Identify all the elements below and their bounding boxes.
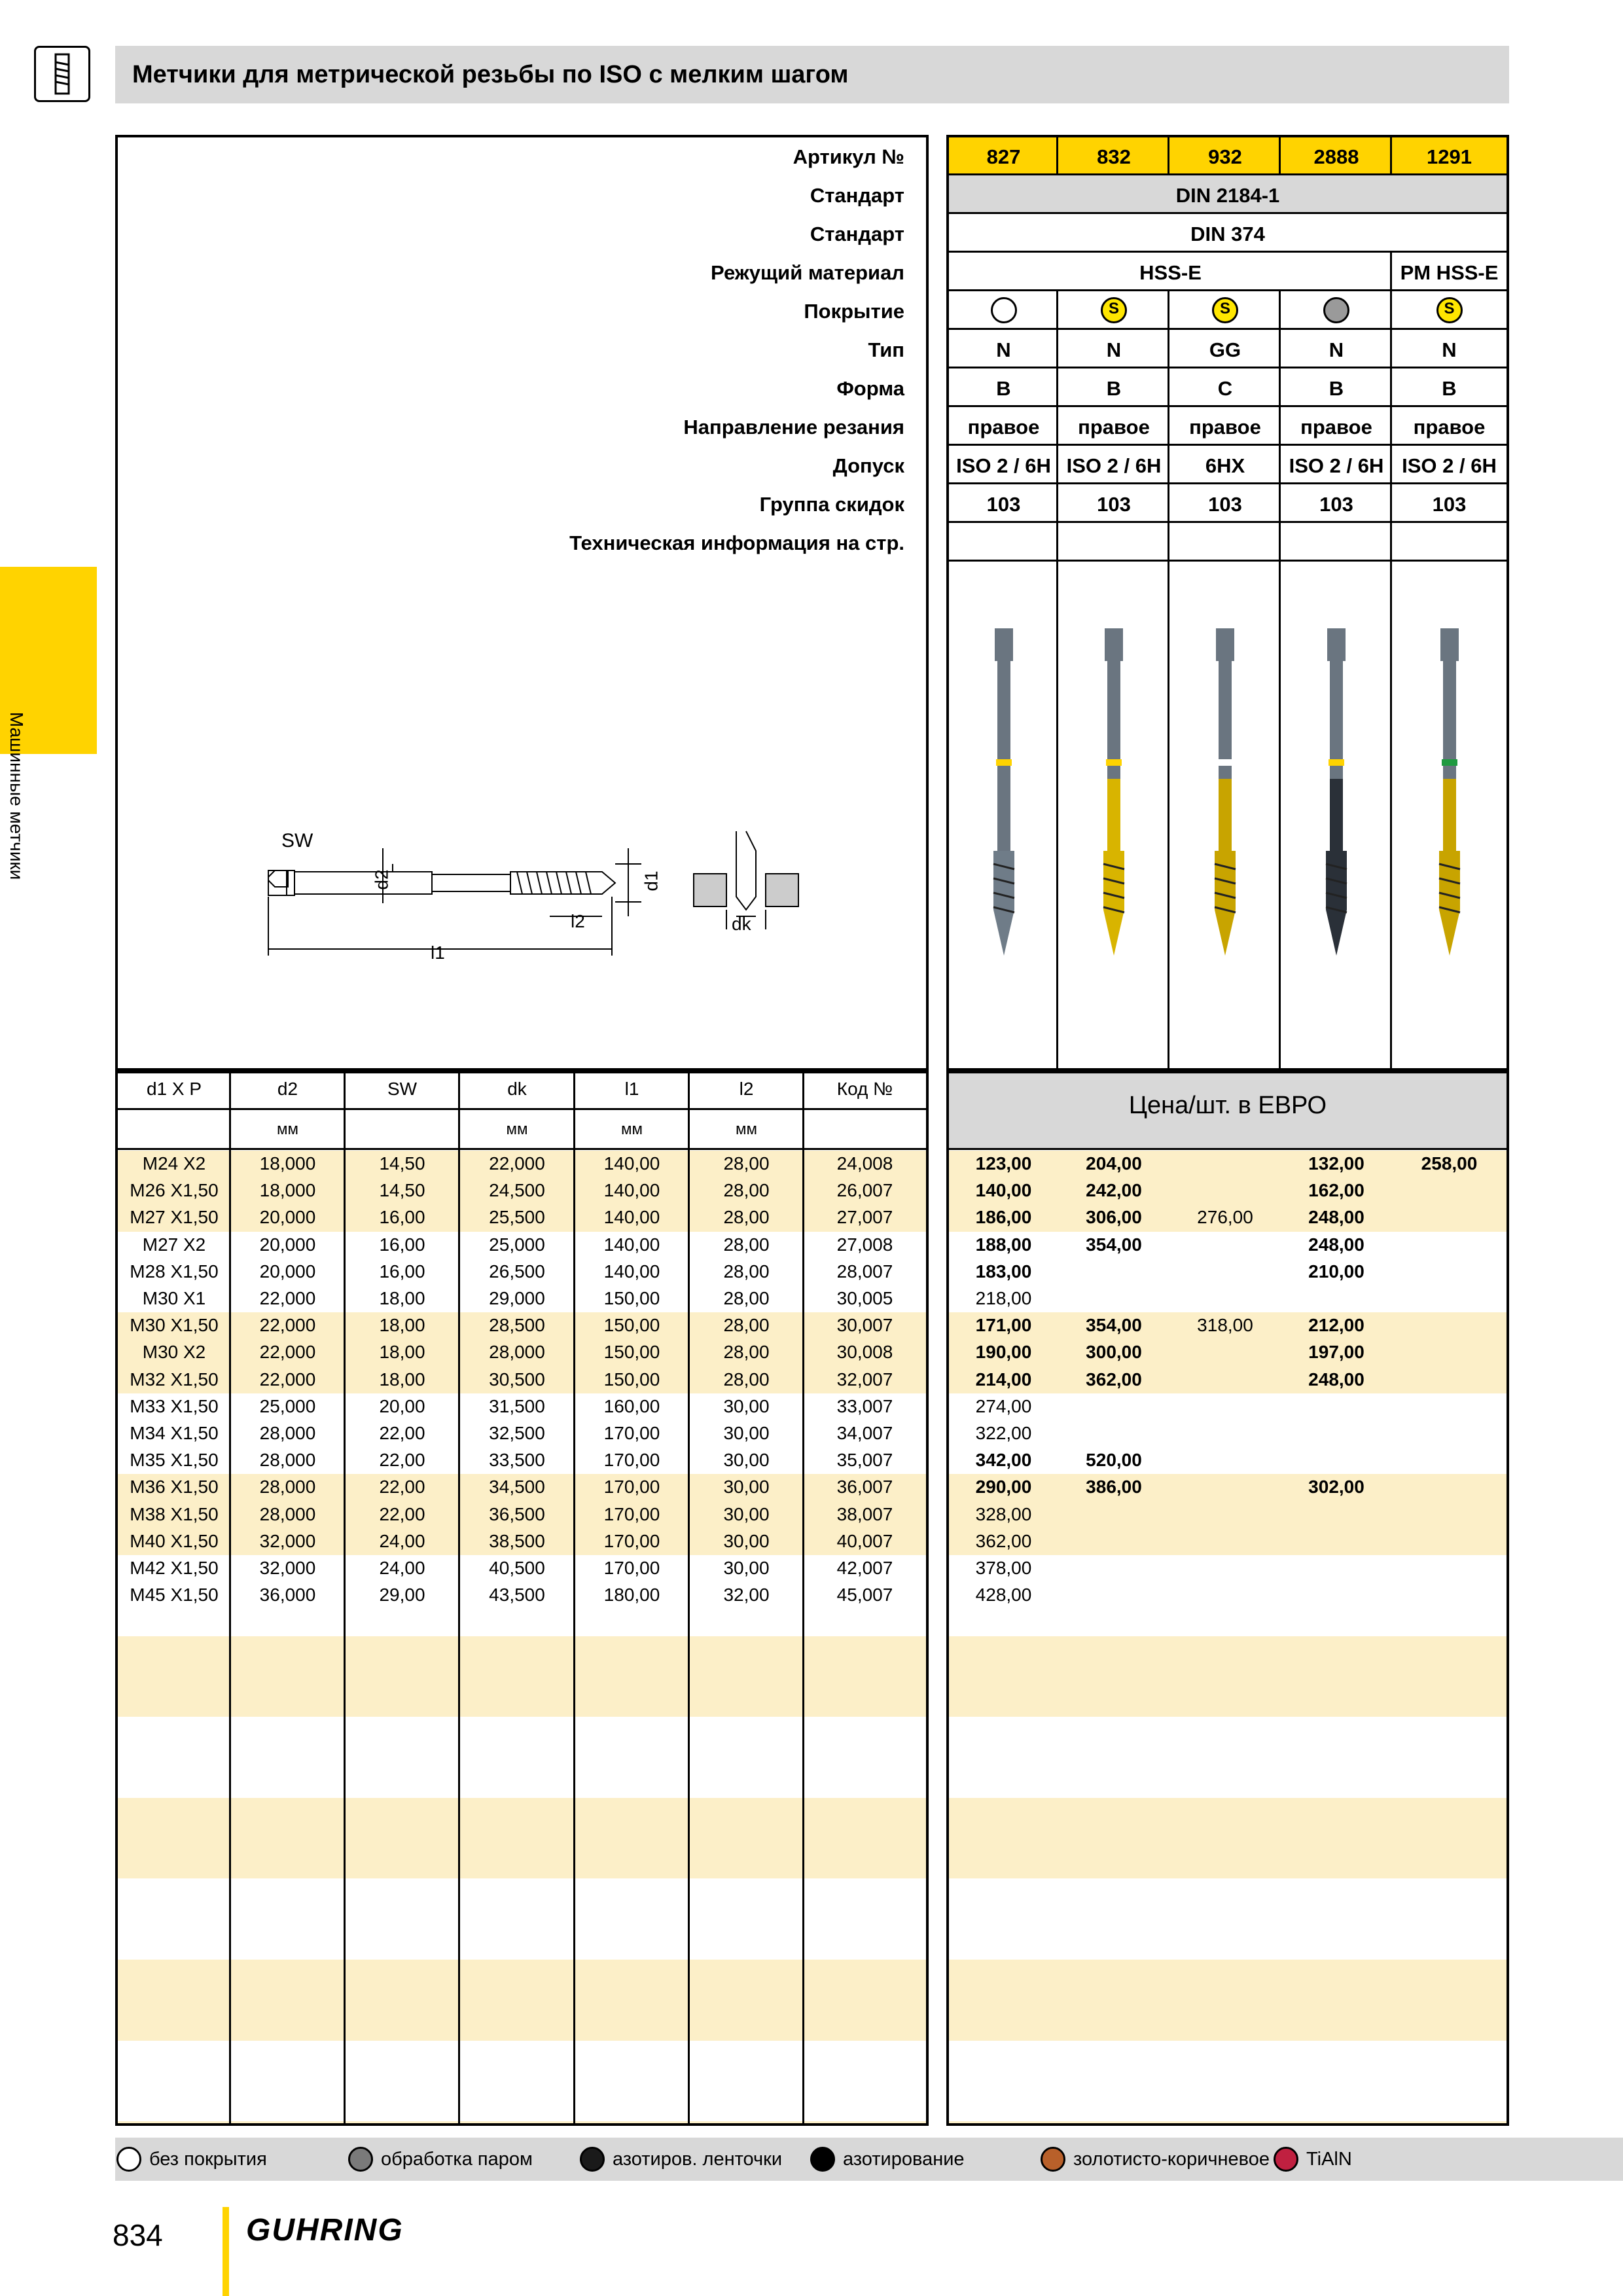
table-cell: 28,000: [259, 1477, 316, 1498]
price-cell: 183,00: [975, 1261, 1032, 1282]
grid-line: [1168, 289, 1169, 328]
table-cell: 14,50: [379, 1180, 425, 1201]
price-header: Цена/шт. в ЕВРО: [1128, 1092, 1327, 1119]
table-cell: 16,00: [379, 1261, 425, 1282]
column-header: SW: [387, 1079, 418, 1099]
tap-image: [1430, 622, 1469, 962]
grid-line: [1279, 521, 1281, 560]
table-cell: 140,00: [603, 1207, 660, 1228]
discount-value: 103: [1097, 493, 1131, 516]
table-cell: 22,000: [489, 1153, 545, 1174]
table-cell: 28,00: [723, 1261, 770, 1282]
table-cell: 40,500: [489, 1558, 545, 1578]
table-cell: 22,000: [259, 1315, 316, 1336]
page-title: Метчики для метрической резьбы по ISO с мелким шагом: [132, 61, 849, 88]
grid-line: [946, 1148, 1509, 1150]
table-row-size: M27 X1,50: [130, 1207, 219, 1228]
standard-din-374: DIN 374: [1190, 223, 1265, 245]
price-cell: 328,00: [975, 1503, 1032, 1524]
coating-icon: S: [1436, 297, 1463, 323]
table-cell: 38,500: [489, 1530, 545, 1551]
coating-legend-icon: [1274, 2147, 1298, 2172]
drawing-label-sw: SW: [281, 830, 313, 852]
article-number[interactable]: 2888: [1313, 145, 1359, 168]
table-row-size: M38 X1,50: [130, 1503, 219, 1524]
table-cell: 25,000: [259, 1395, 316, 1416]
grid-line: [946, 328, 1509, 330]
discount-value: 103: [1319, 493, 1353, 516]
price-cell: 132,00: [1308, 1153, 1364, 1174]
article-number[interactable]: 1291: [1427, 145, 1472, 168]
table-cell: 170,00: [603, 1477, 660, 1498]
table-cell: 30,00: [723, 1450, 770, 1471]
table-cell: 28,00: [723, 1153, 770, 1174]
table-cell: 31,500: [489, 1395, 545, 1416]
table-row-size: M33 X1,50: [130, 1395, 219, 1416]
table-cell: 170,00: [603, 1503, 660, 1524]
tap-image: [1094, 622, 1133, 962]
column-unit: мм: [277, 1121, 298, 1138]
table-cell: 170,00: [603, 1450, 660, 1471]
table-cell: 36,007: [836, 1477, 893, 1498]
table-cell: 32,500: [489, 1423, 545, 1443]
material-pm-hss-e: PM HSS-E: [1400, 261, 1499, 284]
price-cell: 302,00: [1308, 1477, 1364, 1498]
form-value: B: [1442, 377, 1457, 400]
article-number[interactable]: 832: [1097, 145, 1131, 168]
brand-logo: GUHRING: [246, 2213, 404, 2248]
price-cell: 300,00: [1086, 1342, 1142, 1363]
table-cell: 45,007: [836, 1585, 893, 1605]
type-value: GG: [1209, 338, 1241, 361]
spec-label: Техническая информация на стр.: [569, 531, 904, 554]
direction-value: правое: [967, 416, 1040, 439]
table-row-size: M30 X2: [142, 1342, 206, 1363]
drawing-label-d1: d1: [641, 870, 662, 891]
grid-line: [1168, 521, 1169, 560]
coating-legend-label: азотирование: [843, 2149, 965, 2170]
price-cell: 188,00: [975, 1234, 1032, 1255]
drawing-label-dk: dk: [732, 914, 751, 934]
table-cell: 33,007: [836, 1395, 893, 1416]
table-cell: 28,000: [259, 1423, 316, 1443]
table-cell: 30,005: [836, 1288, 893, 1308]
table-cell: 20,000: [259, 1207, 316, 1228]
type-value: N: [996, 338, 1011, 361]
spec-label: Режущий материал: [711, 261, 904, 284]
table-cell: 28,00: [723, 1180, 770, 1201]
table-cell: 28,00: [723, 1369, 770, 1390]
table-cell: 35,007: [836, 1450, 893, 1471]
column-header: l2: [739, 1079, 754, 1099]
table-cell: 30,008: [836, 1342, 893, 1363]
column-unit: мм: [506, 1121, 528, 1138]
price-cell: 171,00: [975, 1315, 1032, 1336]
column-header: dk: [507, 1079, 527, 1099]
spec-label: Покрытие: [804, 300, 904, 323]
table-cell: 30,00: [723, 1530, 770, 1551]
table-cell: 18,00: [379, 1288, 425, 1308]
price-cell: 258,00: [1421, 1153, 1478, 1174]
tolerance-value: ISO 2 / 6H: [1289, 454, 1384, 477]
brand-bar: [223, 2207, 229, 2296]
coating-legend-label: обработка паром: [381, 2149, 533, 2170]
grid-line: [946, 251, 1509, 253]
price-cell: 242,00: [1086, 1180, 1142, 1201]
table-cell: 29,000: [489, 1288, 545, 1308]
spec-label: Допуск: [832, 454, 904, 477]
price-cell: 218,00: [975, 1288, 1032, 1308]
discount-value: 103: [1432, 493, 1467, 516]
table-cell: 22,000: [259, 1288, 316, 1308]
table-cell: 16,00: [379, 1207, 425, 1228]
table-cell: 22,00: [379, 1477, 425, 1498]
table-row-size: M30 X1: [142, 1288, 206, 1308]
tolerance-value: ISO 2 / 6H: [1402, 454, 1497, 477]
table-cell: 28,007: [836, 1261, 893, 1282]
table-cell: 25,000: [489, 1234, 545, 1255]
table-cell: 150,00: [603, 1288, 660, 1308]
price-cell: 248,00: [1308, 1369, 1364, 1390]
form-value: C: [1217, 377, 1233, 400]
discount-value: 103: [1208, 493, 1242, 516]
table-cell: 24,00: [379, 1558, 425, 1578]
grid-line: [946, 367, 1509, 368]
table-cell: 28,000: [259, 1450, 316, 1471]
price-cell: 212,00: [1308, 1315, 1364, 1336]
grid-line: [1390, 560, 1392, 1071]
table-cell: 32,000: [259, 1530, 316, 1551]
tap-logo-icon: [34, 46, 90, 102]
direction-value: правое: [1078, 416, 1150, 439]
tap-image: [1205, 622, 1245, 962]
column-unit: мм: [736, 1121, 757, 1138]
tolerance-value: 6HX: [1205, 454, 1245, 477]
table-cell: 30,00: [723, 1423, 770, 1443]
type-value: N: [1329, 338, 1344, 361]
tap-image: [984, 622, 1024, 962]
price-cell: 322,00: [975, 1423, 1032, 1443]
table-cell: 150,00: [603, 1342, 660, 1363]
table-cell: 20,000: [259, 1261, 316, 1282]
price-cell: 520,00: [1086, 1450, 1142, 1471]
price-cell: 140,00: [975, 1180, 1032, 1201]
grid-line: [115, 1108, 929, 1110]
spec-label: Тип: [868, 338, 904, 361]
coating-legend-icon: [348, 2147, 373, 2172]
type-value: N: [1442, 338, 1457, 361]
article-number[interactable]: 932: [1208, 145, 1242, 168]
table-row-size: M24 X2: [142, 1153, 206, 1174]
table-cell: 25,500: [489, 1207, 545, 1228]
table-cell: 28,00: [723, 1207, 770, 1228]
drawing-label-l2: l2: [571, 911, 585, 931]
table-cell: 27,007: [836, 1207, 893, 1228]
title-bar: [115, 46, 1509, 103]
price-cell: 204,00: [1086, 1153, 1142, 1174]
form-value: B: [1106, 377, 1122, 400]
table-cell: 26,007: [836, 1180, 893, 1201]
table-cell: 36,000: [259, 1585, 316, 1605]
table-cell: 22,00: [379, 1450, 425, 1471]
coating-legend-icon: [1041, 2147, 1065, 2172]
price-cell: 186,00: [975, 1207, 1032, 1228]
tolerance-value: ISO 2 / 6H: [956, 454, 1051, 477]
table-cell: 30,007: [836, 1315, 893, 1336]
table-cell: 30,00: [723, 1477, 770, 1498]
price-cell: 210,00: [1308, 1261, 1364, 1282]
spec-label: Стандарт: [810, 184, 904, 207]
table-cell: 28,000: [259, 1503, 316, 1524]
tap-drawing: [249, 825, 812, 995]
table-cell: 140,00: [603, 1234, 660, 1255]
spec-label: Артикул №: [793, 145, 904, 168]
price-cell: 354,00: [1086, 1315, 1142, 1336]
coating-icon: S: [1212, 297, 1238, 323]
coating-legend-label: золотисто-коричневое: [1073, 2149, 1270, 2170]
table-cell: 18,00: [379, 1342, 425, 1363]
price-cell: 123,00: [975, 1153, 1032, 1174]
coating-legend-icon: [810, 2147, 835, 2172]
price-cell: 378,00: [975, 1558, 1032, 1578]
table-cell: 170,00: [603, 1423, 660, 1443]
table-row-size: M36 X1,50: [130, 1477, 219, 1498]
table-cell: 20,000: [259, 1234, 316, 1255]
grid-line: [946, 521, 1509, 523]
coating-icon: S: [1101, 297, 1127, 323]
table-cell: 24,00: [379, 1530, 425, 1551]
price-cell: 386,00: [1086, 1477, 1142, 1498]
table-cell: 160,00: [603, 1395, 660, 1416]
coating-legend-icon: [116, 2147, 141, 2172]
price-cell: 342,00: [975, 1450, 1032, 1471]
material-hss-e: HSS-E: [1139, 261, 1202, 284]
article-number[interactable]: 827: [986, 145, 1021, 168]
table-row-size: M27 X2: [142, 1234, 206, 1255]
table-cell: 16,00: [379, 1234, 425, 1255]
price-cell: 354,00: [1086, 1234, 1142, 1255]
price-cell: 214,00: [975, 1369, 1032, 1390]
tap-image: [1317, 622, 1356, 962]
grid-line: [946, 405, 1509, 407]
table-cell: 29,00: [379, 1585, 425, 1605]
column-header: d2: [277, 1079, 298, 1099]
table-cell: 38,007: [836, 1503, 893, 1524]
spec-label: Стандарт: [810, 223, 904, 245]
spec-label: Направление резания: [683, 416, 904, 439]
price-cell: 318,00: [1197, 1315, 1253, 1336]
page-number: 834: [113, 2218, 163, 2252]
table-cell: 140,00: [603, 1261, 660, 1282]
table-cell: 18,00: [379, 1369, 425, 1390]
table-cell: 28,000: [489, 1342, 545, 1363]
price-cell: 290,00: [975, 1477, 1032, 1498]
price-cell: 248,00: [1308, 1207, 1364, 1228]
table-cell: 32,000: [259, 1558, 316, 1578]
table-cell: 24,008: [836, 1153, 893, 1174]
table-cell: 30,00: [723, 1503, 770, 1524]
coating-legend: [115, 2138, 1623, 2181]
table-cell: 28,00: [723, 1315, 770, 1336]
grid-line: [946, 444, 1509, 446]
table-row-size: M26 X1,50: [130, 1180, 219, 1201]
table-cell: 18,00: [379, 1315, 425, 1336]
table-cell: 40,007: [836, 1530, 893, 1551]
table-cell: 30,500: [489, 1369, 545, 1390]
discount-value: 103: [986, 493, 1021, 516]
table-cell: 33,500: [489, 1450, 545, 1471]
table-row-size: M35 X1,50: [130, 1450, 219, 1471]
price-cell: 274,00: [975, 1395, 1032, 1416]
grid-line: [1056, 521, 1058, 560]
grid-line: [1056, 289, 1058, 328]
table-row-size: M30 X1,50: [130, 1315, 219, 1336]
table-cell: 28,500: [489, 1315, 545, 1336]
grid-line: [1168, 560, 1169, 1071]
drawing-label-l1: l1: [431, 942, 445, 963]
form-value: B: [1329, 377, 1344, 400]
type-value: N: [1106, 338, 1122, 361]
column-unit: мм: [621, 1121, 643, 1138]
column-header: l1: [624, 1079, 639, 1099]
table-row-size: M32 X1,50: [130, 1369, 219, 1390]
direction-value: правое: [1413, 416, 1486, 439]
table-row-size: M40 X1,50: [130, 1530, 219, 1551]
table-cell: 28,00: [723, 1288, 770, 1308]
table-cell: 28,00: [723, 1342, 770, 1363]
table-cell: 22,00: [379, 1423, 425, 1443]
column-header: Код №: [836, 1079, 893, 1099]
coating-legend-icon: [580, 2147, 605, 2172]
table-cell: 34,500: [489, 1477, 545, 1498]
price-cell: 276,00: [1197, 1207, 1253, 1228]
table-cell: 18,000: [259, 1153, 316, 1174]
coating-icon: [991, 297, 1017, 323]
price-cell: 428,00: [975, 1585, 1032, 1605]
table-cell: 30,00: [723, 1558, 770, 1578]
side-tab-label: Машинные метчики: [7, 711, 27, 880]
grid-line: [946, 482, 1509, 484]
table-cell: 150,00: [603, 1369, 660, 1390]
table-cell: 26,500: [489, 1261, 545, 1282]
table-cell: 42,007: [836, 1558, 893, 1578]
coating-legend-label: азотиров. ленточки: [613, 2149, 783, 2170]
table-cell: 14,50: [379, 1153, 425, 1174]
table-cell: 36,500: [489, 1503, 545, 1524]
table-cell: 28,00: [723, 1234, 770, 1255]
tolerance-value: ISO 2 / 6H: [1066, 454, 1162, 477]
grid-line: [1056, 560, 1058, 1071]
table-cell: 170,00: [603, 1558, 660, 1578]
form-value: B: [996, 377, 1011, 400]
drawing-label-d2: d2: [371, 869, 392, 890]
spec-label: Форма: [836, 377, 904, 400]
table-cell: 32,00: [723, 1585, 770, 1605]
grid-line: [1390, 289, 1392, 328]
table-cell: 140,00: [603, 1153, 660, 1174]
price-cell: 190,00: [975, 1342, 1032, 1363]
table-row-size: M45 X1,50: [130, 1585, 219, 1605]
direction-value: правое: [1189, 416, 1261, 439]
table-cell: 32,007: [836, 1369, 893, 1390]
table-cell: 24,500: [489, 1180, 545, 1201]
grid-line: [1390, 521, 1392, 560]
table-cell: 180,00: [603, 1585, 660, 1605]
table-cell: 150,00: [603, 1315, 660, 1336]
table-row-size: M28 X1,50: [130, 1261, 219, 1282]
table-cell: 27,008: [836, 1234, 893, 1255]
grid-line: [946, 212, 1509, 214]
table-cell: 140,00: [603, 1180, 660, 1201]
coating-icon: [1323, 297, 1349, 323]
grid-line: [946, 560, 1509, 562]
side-tab[interactable]: [0, 567, 97, 880]
table-cell: 22,00: [379, 1503, 425, 1524]
grid-line: [1279, 289, 1281, 328]
grid-line: [115, 1148, 929, 1150]
price-cell: 362,00: [975, 1530, 1032, 1551]
table-cell: 34,007: [836, 1423, 893, 1443]
standard-din-2184: DIN 2184-1: [1175, 184, 1280, 207]
table-cell: 22,000: [259, 1369, 316, 1390]
price-cell: 306,00: [1086, 1207, 1142, 1228]
direction-value: правое: [1300, 416, 1372, 439]
table-cell: 43,500: [489, 1585, 545, 1605]
price-cell: 197,00: [1308, 1342, 1364, 1363]
spec-label: Группа скидок: [759, 493, 904, 516]
price-cell: 162,00: [1308, 1180, 1364, 1201]
price-cell: 248,00: [1308, 1234, 1364, 1255]
table-row-size: M42 X1,50: [130, 1558, 219, 1578]
table-cell: 22,000: [259, 1342, 316, 1363]
coating-legend-label: TiAlN: [1306, 2149, 1352, 2170]
price-cell: 362,00: [1086, 1369, 1142, 1390]
coating-legend-label: без покрытия: [149, 2149, 267, 2170]
table-cell: 18,000: [259, 1180, 316, 1201]
column-header: d1 X P: [146, 1079, 202, 1099]
table-row-size: M34 X1,50: [130, 1423, 219, 1443]
grid-line: [946, 289, 1509, 291]
table-cell: 20,00: [379, 1395, 425, 1416]
table-cell: 30,00: [723, 1395, 770, 1416]
grid-line: [1279, 560, 1281, 1071]
table-cell: 170,00: [603, 1530, 660, 1551]
